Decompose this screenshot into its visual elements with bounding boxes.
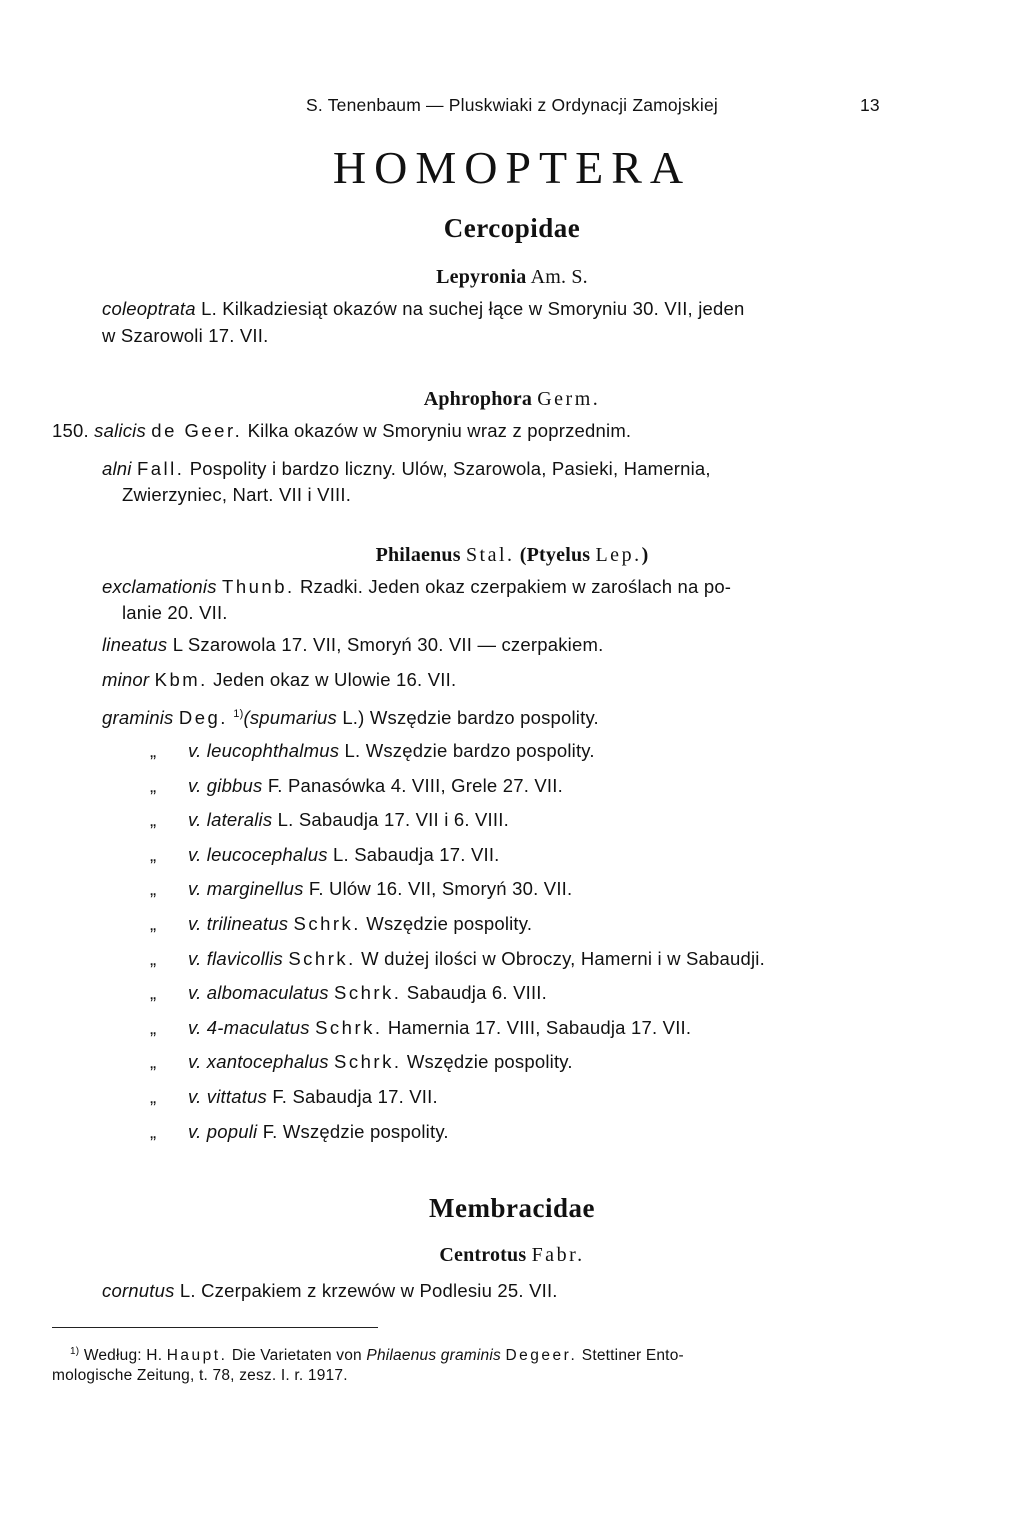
genus-name: Centrotus xyxy=(439,1244,527,1266)
variety-name: flavicollis xyxy=(206,947,283,969)
species-entry-minor xyxy=(102,669,456,691)
variety-author: Schrk. xyxy=(293,913,361,934)
variety-text: Panasówka 4. VIII, Grele 27. VII. xyxy=(287,774,563,796)
species-author: Deg. xyxy=(178,707,228,729)
variety-author: F. xyxy=(308,878,324,900)
genus-name: Aphrophora xyxy=(423,388,533,410)
species-text: Kilkadziesiąt okazów na suchej łące w Smoryniu 30. VII, jeden xyxy=(222,298,745,319)
variety-entry xyxy=(150,1086,438,1108)
variety-author: F. xyxy=(272,1086,288,1107)
variety-entry xyxy=(150,913,532,935)
variety-prefix: v. xyxy=(188,1016,202,1038)
species-author: L xyxy=(172,634,183,655)
variety-entry xyxy=(150,740,595,762)
variety-text: Wszędzie pospolity. xyxy=(366,913,533,934)
alt-genus-name: Ptyelus xyxy=(526,544,591,566)
ditto-mark: „ xyxy=(150,1086,157,1107)
species-author: L. xyxy=(179,1280,196,1301)
variety-entry xyxy=(150,982,547,1004)
variety-name: vittatus xyxy=(206,1086,267,1107)
species-name: coleoptrata xyxy=(102,298,196,319)
synonym-author: L.) xyxy=(342,707,365,729)
variety-text: Sabaudja 17. VII i 6. VIII. xyxy=(298,809,509,831)
alt-genus-author: Lep. xyxy=(595,544,642,566)
footnote-marker: 1) xyxy=(70,1346,80,1357)
ditto-mark: „ xyxy=(150,982,157,1004)
footnote-author: Haupt. xyxy=(166,1347,228,1365)
variety-entry xyxy=(150,948,765,970)
species-name: alni xyxy=(102,458,132,479)
species-author: L. xyxy=(201,298,217,319)
variety-author: F. xyxy=(262,1120,278,1142)
variety-name: marginellus xyxy=(206,878,304,900)
species-author: Fall. xyxy=(136,458,185,479)
variety-entry xyxy=(150,878,572,900)
genus-heading-aphrophora xyxy=(0,388,1024,410)
footnote-text-end: Stettiner Ento- xyxy=(581,1347,684,1365)
page-number: 13 xyxy=(860,95,880,115)
variety-name: lateralis xyxy=(206,809,273,831)
ditto-mark: „ xyxy=(150,740,157,761)
genus-author: Am. S. xyxy=(530,266,588,288)
variety-text: W dużej ilości w Obroczy, Hamerni i w Sabaudji. xyxy=(361,947,765,969)
variety-author: L. xyxy=(344,740,361,761)
ditto-mark: „ xyxy=(150,1051,157,1073)
ditto-mark: „ xyxy=(150,1120,157,1142)
species-entry-alni-cont: Zwierzyniec, Nart. VII i VIII. xyxy=(122,484,352,505)
genus-heading-lepyronia xyxy=(0,266,1024,288)
footnote xyxy=(70,1342,684,1366)
species-text: Szarowola 17. VII, Smoryń 30. VII — czerpakiem. xyxy=(187,634,604,655)
species-entry-exclamationis-cont: lanie 20. VII. xyxy=(122,602,228,623)
variety-prefix: v. xyxy=(188,982,202,1004)
ditto-mark: „ xyxy=(150,878,157,900)
entry-number: 150. xyxy=(52,420,89,441)
footnote-text: Die Varietaten von xyxy=(231,1347,362,1365)
variety-entry xyxy=(150,1017,691,1039)
family-heading-cercopidae: Cercopidae xyxy=(443,213,581,243)
species-author: Kbm. xyxy=(154,669,208,690)
species-entry-lineatus xyxy=(102,634,603,656)
variety-name: albomaculatus xyxy=(206,982,329,1004)
variety-author: L. xyxy=(277,809,294,831)
synonym-name: (spumarius xyxy=(243,707,337,729)
species-entry-coleoptrata-cont: w Szarowoli 17. VII. xyxy=(102,325,269,346)
species-entry-cornutus xyxy=(102,1280,558,1302)
species-name: exclamationis xyxy=(102,576,217,597)
genus-name: Philaenus xyxy=(375,544,461,566)
variety-prefix: v. xyxy=(188,809,202,831)
variety-prefix: v. xyxy=(188,947,202,969)
variety-prefix: v. xyxy=(188,878,202,900)
running-header xyxy=(0,94,1024,116)
variety-text: Ulów 16. VII, Smoryń 30. VII. xyxy=(329,878,573,900)
running-title: S. Tenenbaum — Pluskwiaki z Ordynacji Zamojskiej xyxy=(306,95,718,115)
genus-name: Lepyronia xyxy=(436,266,527,288)
alt-genus-close: ) xyxy=(641,544,649,566)
species-name: lineatus xyxy=(102,634,168,655)
alt-genus-open: ( xyxy=(519,544,527,566)
variety-prefix: v. xyxy=(188,740,202,761)
species-entry-alni xyxy=(102,458,711,480)
ditto-mark: „ xyxy=(150,774,157,796)
variety-author: Schrk. xyxy=(315,1016,383,1038)
footnote-cont: mologische Zeitung, t. 78, zesz. I. r. 1917. xyxy=(52,1367,348,1384)
species-author: de Geer. xyxy=(151,420,243,441)
species-name: minor xyxy=(102,669,150,690)
ditto-mark: „ xyxy=(150,809,157,831)
variety-prefix: v. xyxy=(188,1086,202,1107)
variety-name: leucocephalus xyxy=(206,843,328,865)
variety-prefix: v. xyxy=(188,774,202,796)
species-text: Jeden okaz w Ulowie 16. VII. xyxy=(213,669,457,690)
variety-text: Sabaudja 17. VII. xyxy=(354,843,500,865)
variety-entry xyxy=(150,775,563,797)
genus-author: Germ. xyxy=(537,388,601,410)
variety-name: populi xyxy=(206,1120,258,1142)
species-author: Thunb. xyxy=(222,576,295,597)
footnote-ref[interactable]: 1) xyxy=(233,708,244,720)
variety-entry xyxy=(150,1121,449,1143)
variety-author: Schrk. xyxy=(334,1051,402,1073)
variety-prefix: v. xyxy=(188,1120,202,1142)
species-name: cornutus xyxy=(102,1280,175,1301)
variety-text: Sabaudja 6. VIII. xyxy=(406,982,547,1004)
species-name: salicis xyxy=(94,420,146,441)
variety-text: Sabaudja 17. VII. xyxy=(292,1086,438,1107)
footnote-divider xyxy=(52,1327,378,1328)
variety-text: Wszędzie pospolity. xyxy=(406,1051,573,1073)
footnote-species: Philaenus graminis xyxy=(366,1347,501,1365)
ditto-mark: „ xyxy=(150,913,157,934)
species-text: Rzadki. Jeden okaz czerpakiem w zaroślach na po- xyxy=(299,576,732,597)
genus-heading-centrotus xyxy=(0,1244,1024,1266)
variety-name: trilineatus xyxy=(206,913,289,934)
variety-name: xantocephalus xyxy=(206,1051,329,1073)
genus-author: Fabr. xyxy=(531,1244,585,1266)
genus-author: Stal. xyxy=(465,544,515,566)
variety-name: gibbus xyxy=(206,774,263,796)
variety-entry xyxy=(150,844,500,866)
variety-author: F. xyxy=(267,774,283,796)
footnote-intro: Według: H. xyxy=(83,1347,163,1365)
variety-prefix: v. xyxy=(188,843,202,865)
species-text: Pospolity i bardzo liczny. Ulów, Szarowola, Pasieki, Hamernia, xyxy=(189,458,711,479)
variety-text: Wszędzie bardzo pospolity. xyxy=(365,740,595,761)
ditto-mark: „ xyxy=(150,843,157,865)
species-entry-graminis xyxy=(102,703,599,729)
variety-text: Wszędzie pospolity. xyxy=(282,1120,449,1142)
species-text: Wszędzie bardzo pospolity. xyxy=(369,707,599,729)
species-entry-salicis xyxy=(52,420,631,442)
variety-name: 4-maculatus xyxy=(206,1016,310,1038)
variety-text: Hamernia 17. VIII, Sabaudja 17. VII. xyxy=(387,1016,692,1038)
variety-author: Schrk. xyxy=(334,982,402,1004)
page-title: HOMOPTERA xyxy=(332,142,692,193)
family-heading-membracidae: Membracidae xyxy=(429,1193,595,1223)
variety-prefix: v. xyxy=(188,1051,202,1073)
variety-prefix: v. xyxy=(188,913,202,934)
species-text: Czerpakiem z krzewów w Podlesiu 25. VII. xyxy=(201,1280,558,1301)
variety-author: L. xyxy=(333,843,349,865)
species-entry-coleoptrata xyxy=(102,298,745,320)
variety-author: Schrk. xyxy=(288,947,356,969)
species-entry-exclamationis xyxy=(102,576,731,598)
variety-entry xyxy=(150,1051,573,1073)
species-name: graminis xyxy=(102,707,174,729)
genus-heading-philaenus xyxy=(0,544,1024,566)
ditto-mark: „ xyxy=(150,947,157,969)
ditto-mark: „ xyxy=(150,1016,157,1038)
species-text: Kilka okazów w Smoryniu wraz z poprzednim. xyxy=(247,420,632,441)
variety-entry xyxy=(150,809,509,831)
footnote-author2: Degeer. xyxy=(505,1347,578,1365)
variety-name: leucophthalmus xyxy=(206,740,340,761)
